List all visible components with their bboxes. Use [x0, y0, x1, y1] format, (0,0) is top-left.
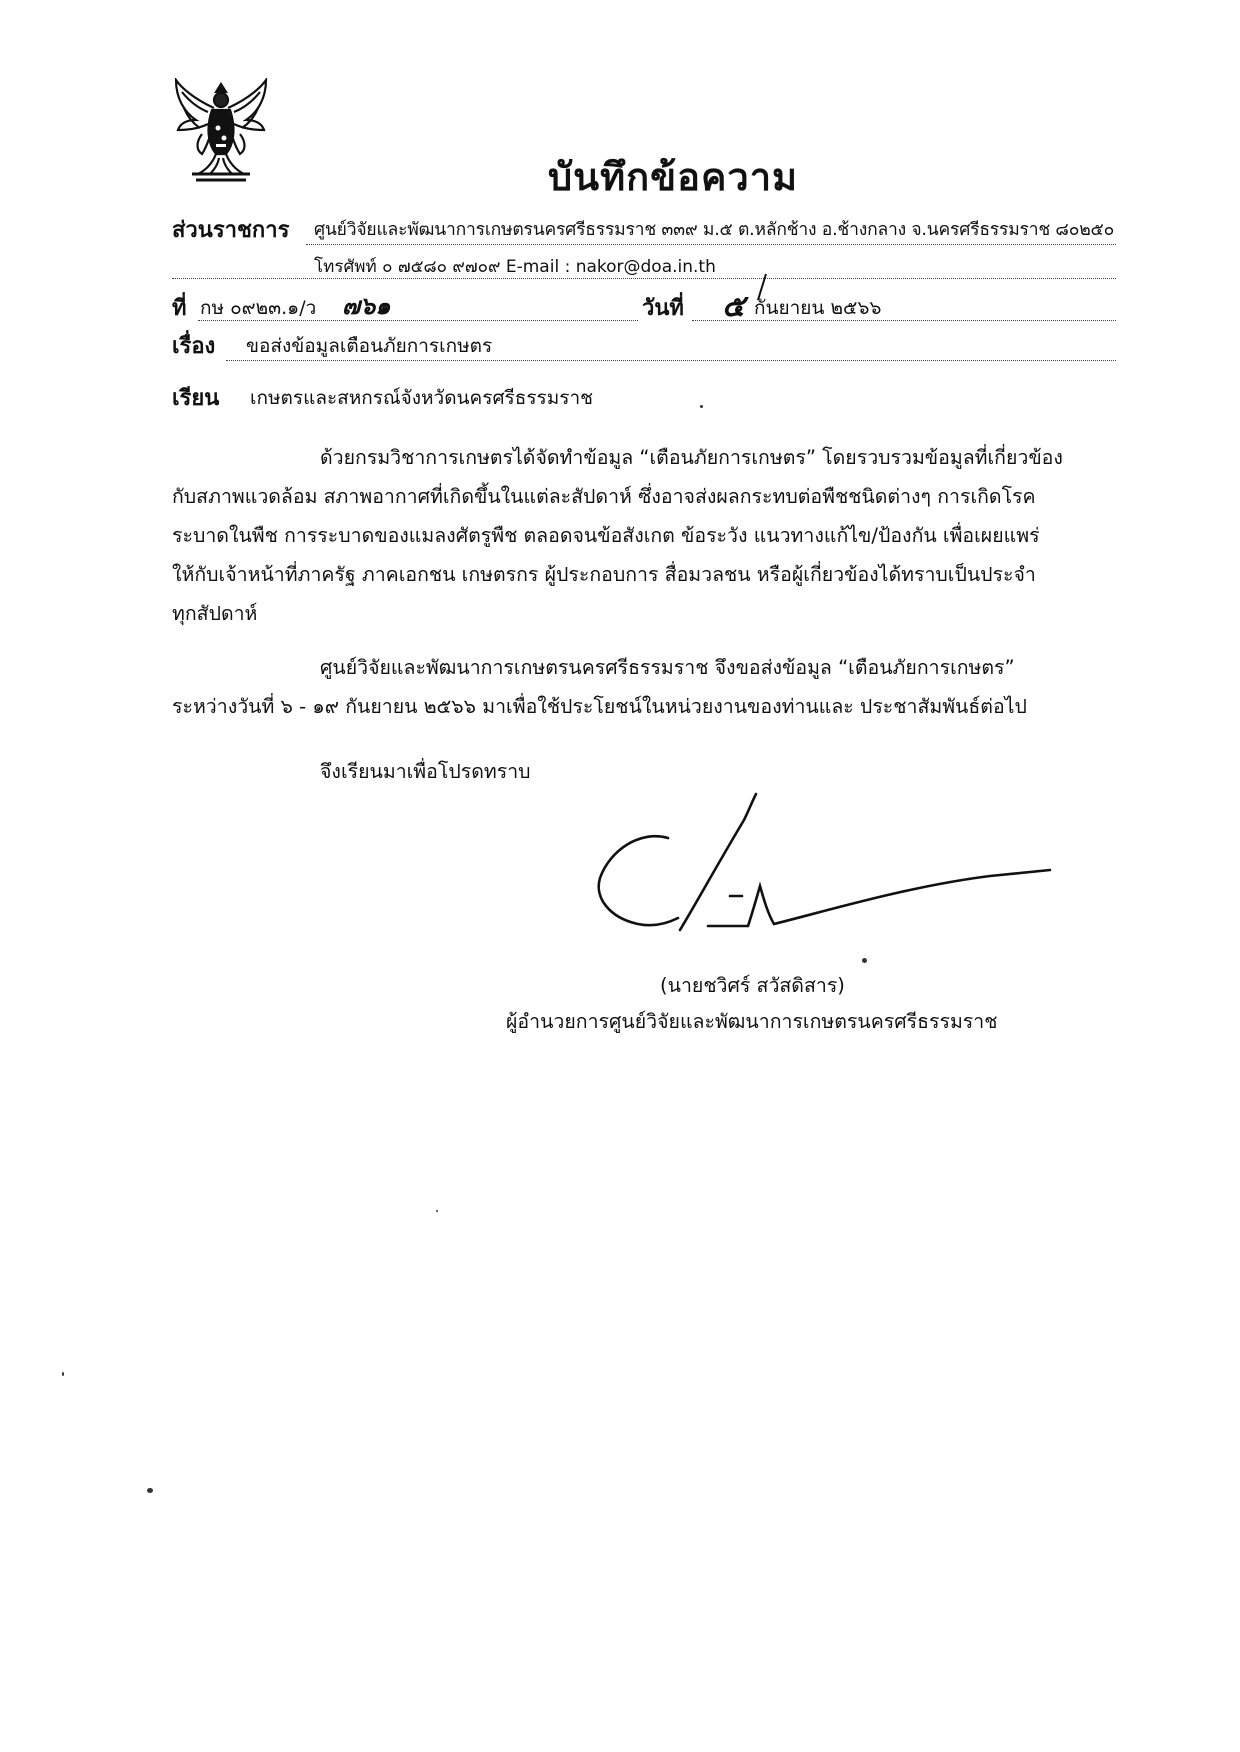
paragraph-1-line: ระบาดในพืช การระบาดของแมลงศัตรูพืช ตลอดจนข้อสังเกต ข้อระวัง แนวทางแก้ไข/ป้องกัน เพื่อเผยแพร่	[172, 524, 1040, 547]
subject-label: เรื่อง	[172, 334, 216, 359]
garuda-emblem-icon	[172, 78, 270, 184]
paragraph-2	[172, 648, 1118, 726]
paragraph-1-line: ให้กับเจ้าหน้าที่ภาครัฐ ภาคเอกชน เกษตรกร ผู้ประกอบการ สื่อมวลชน หรือผู้เกี่ยวข้องได้ทราบเป็นประจำ	[172, 563, 1036, 586]
subject-value: ขอส่งข้อมูลเตือนภัยการเกษตร	[246, 335, 493, 357]
paragraph-1-line: ทุกสัปดาห์	[172, 602, 258, 625]
agency-label: ส่วนราชการ	[172, 218, 290, 243]
paragraph-2-line: ศูนย์วิจัยและพัฒนาการเกษตรนครศรีธรรมราช จึงขอส่งข้อมูล “เตือนภัยการเกษตร”	[320, 656, 1015, 679]
signature-icon	[590, 790, 1060, 960]
ref-dotline	[198, 320, 638, 321]
scan-speck	[700, 405, 703, 408]
date-day-handwritten: ๕	[722, 289, 745, 324]
ref-prefix: กษ ๐๙๒๓.๑/ว	[200, 297, 317, 319]
date-checkmark-icon	[732, 270, 772, 310]
signer-name: (นายชวิศร์ สวัสดิสาร)	[660, 974, 845, 997]
agency-value: ศูนย์วิจัยและพัฒนาการเกษตรนครศรีธรรมราช ๓๓๙ ม.๕ ต.หลักช้าง อ.ช้างกลาง จ.นครศรีธรรมราช ๘๐๒๕๐	[314, 220, 1115, 240]
paragraph-1-line: ด้วยกรมวิชาการเกษตรได้จัดทำข้อมูล “เตือนภัยการเกษตร” โดยรวบรวมข้อมูลที่เกี่ยวข้อง	[320, 446, 1063, 469]
date-month-year: กันยายน ๒๕๖๖	[754, 297, 882, 319]
document-title: บันทึกข้อความ	[548, 155, 799, 199]
scan-speck	[147, 1488, 153, 1493]
signer-position: ผู้อำนวยการศูนย์วิจัยและพัฒนาการเกษตรนครศรีธรรมราช	[506, 1010, 998, 1033]
scan-speck	[62, 1372, 64, 1376]
to-label: เรียน	[172, 386, 220, 411]
scan-speck	[862, 958, 867, 963]
scan-speck	[436, 1210, 438, 1212]
paragraph-1-line: กับสภาพแวดล้อม สภาพอากาศที่เกิดขึ้นในแต่ละสัปดาห์ ซึ่งอาจส่งผลกระทบต่อพืชชนิดต่างๆ การเกิดโรค	[172, 485, 1036, 508]
date-dotline	[692, 320, 1116, 321]
paragraph-2-line: ระหว่างวันที่ ๖ - ๑๙ กันยายน ๒๕๖๖ มาเพื่อใช้ประโยชน์ในหน่วยงานของท่านและ ประชาสัมพันธ์ต่อไป	[172, 695, 1027, 718]
agency-dotline	[306, 244, 1116, 245]
subject-dotline	[226, 360, 1116, 361]
to-value: เกษตรและสหกรณ์จังหวัดนครศรีธรรมราช	[250, 387, 594, 409]
ref-number-handwritten: ๗๖๑	[342, 291, 391, 320]
date-label: วันที่	[642, 296, 684, 321]
ref-label: ที่	[172, 296, 187, 321]
agency-contact: โทรศัพท์ ๐ ๗๕๘๐ ๙๗๐๙ E-mail : nakor@doa.in.th	[314, 257, 716, 277]
contact-dotline	[172, 278, 1116, 279]
paragraph-1	[172, 438, 1118, 633]
closing-text: จึงเรียนมาเพื่อโปรดทราบ	[320, 760, 531, 783]
